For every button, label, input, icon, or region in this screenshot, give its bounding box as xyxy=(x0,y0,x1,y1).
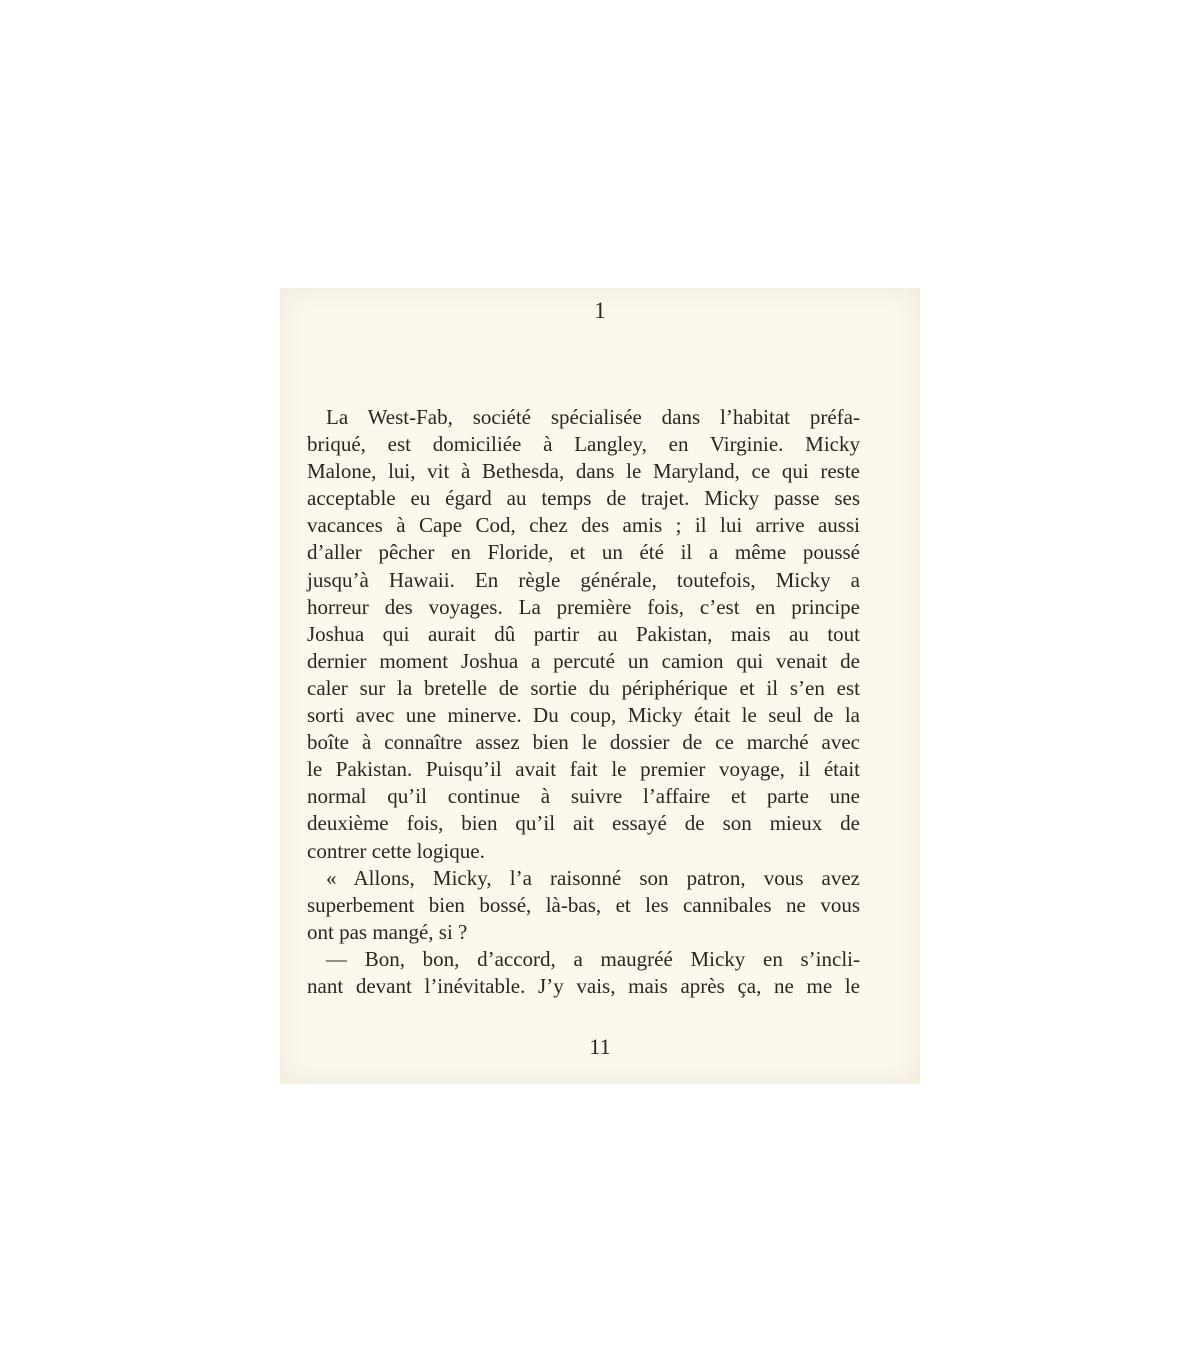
book-page xyxy=(280,288,920,1084)
text-line: — Bon, bon, d’accord, a maugréé Micky en s’incli- xyxy=(326,946,860,971)
text-line: sorti avec une minerve. Du coup, Micky était le seul de la xyxy=(307,703,860,728)
text-line: nant devant l’inévitable. J’y vais, mais après ça, ne me le xyxy=(307,973,860,998)
body-text xyxy=(307,404,860,1000)
text-line: Joshua qui aurait dû partir au Pakistan, mais au tout xyxy=(307,621,860,646)
text-line: le Pakistan. Puisqu’il avait fait le premier voyage, il était xyxy=(307,757,860,782)
text-line: deuxième fois, bien qu’il ait essayé de son mieux de xyxy=(307,811,860,836)
page-number: 11 xyxy=(589,1034,611,1059)
text-line: horreur des voyages. La première fois, c’est en principe xyxy=(307,594,860,619)
text-line: d’aller pêcher en Floride, et un été il a même poussé xyxy=(307,540,860,565)
text-line: acceptable eu égard au temps de trajet. Micky passe ses xyxy=(307,486,860,511)
text-line: ont pas mangé, si ? xyxy=(307,919,468,944)
text-line: contrer cette logique. xyxy=(307,838,485,863)
text-line: Malone, lui, vit à Bethesda, dans le Maryland, ce qui reste xyxy=(307,459,860,484)
text-line: La West-Fab, société spécialisée dans l’habitat préfa- xyxy=(326,405,860,429)
text-line: caler sur la bretelle de sortie du périphérique et il s’en est xyxy=(307,675,860,700)
text-line: boîte à connaître assez bien le dossier de ce marché avec xyxy=(307,730,860,755)
chapter-number: 1 xyxy=(594,298,606,323)
text-line: normal qu’il continue à suivre l’affaire et parte une xyxy=(307,784,860,809)
text-line: briqué, est domiciliée à Langley, en Virginie. Micky xyxy=(307,432,860,457)
text-line: dernier moment Joshua a percuté un camion qui venait de xyxy=(307,648,860,673)
text-line: vacances à Cape Cod, chez des amis ; il lui arrive aussi xyxy=(307,513,860,538)
text-line: jusqu’à Hawaii. En règle générale, toutefois, Micky a xyxy=(307,567,860,592)
text-line: superbement bien bossé, là-bas, et les cannibales ne vous xyxy=(307,892,860,917)
text-line: « Allons, Micky, l’a raisonné son patron, vous avez xyxy=(326,865,860,890)
